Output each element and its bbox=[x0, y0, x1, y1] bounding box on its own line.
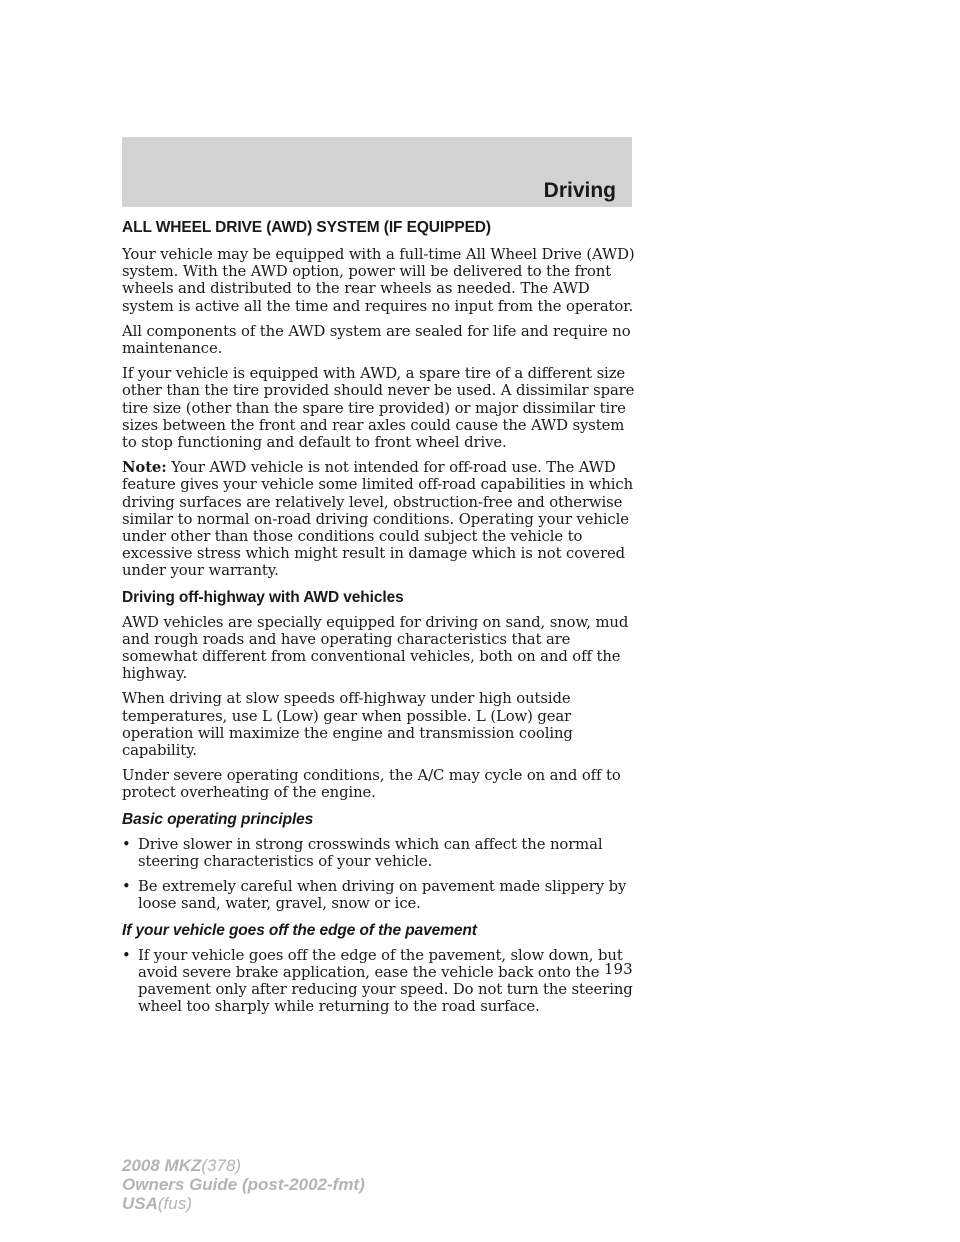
footer-doc-info bbox=[122, 1156, 365, 1213]
bullet-icon: • bbox=[122, 835, 131, 853]
offhighway-heading: Driving off-highway with AWD vehicles bbox=[122, 588, 404, 606]
section-title: ALL WHEEL DRIVE (AWD) SYSTEM (IF EQUIPPED) bbox=[122, 219, 491, 236]
chapter-header-band bbox=[122, 137, 632, 207]
list-item: • Be extremely careful when driving on pavement made slippery by loose sand, water, gravel, snow or ice. bbox=[122, 878, 627, 913]
paragraph-offhighway-1: AWD vehicles are specially equipped for driving on sand, snow, mud and rough roads and have operating characteristics that are somewhat different from conventional vehicles, both on and off the highway. bbox=[122, 613, 629, 683]
paragraph-awd-spare-tire: If your vehicle is equipped with AWD, a spare tire of a different size other than the tire provided should never be used. A dissimilar spare tire size (other than the spare tire provided) or major dissimilar tire sizes between the front and rear axles could cause the AWD system to stop functioning and default to front wheel drive. bbox=[122, 365, 635, 452]
footer-line-model: 2008 MKZ(378) bbox=[122, 1156, 242, 1175]
paragraph-offhighway-2: When driving at slow speeds off-highway under high outside temperatures, use L (Low) gear when possible. L (Low) gear operation will maximize the engine and transmission cooling capability. bbox=[122, 690, 573, 760]
footer-line-guide: Owners Guide (post-2002-fmt) bbox=[122, 1175, 365, 1194]
pavement-list bbox=[122, 947, 637, 1016]
paragraph-awd-intro: Your vehicle may be equipped with a full-time All Wheel Drive (AWD) system. With the AWD option, power will be delivered to the front wheels and distributed to the rear wheels as needed. The AWD system is active all the time and requires no input from the operator. bbox=[122, 246, 635, 315]
basic-principles-list bbox=[122, 836, 637, 913]
paragraph-awd-maintenance: All components of the AWD system are sealed for life and require no maintenance. bbox=[122, 322, 631, 358]
bullet-icon: • bbox=[122, 946, 131, 964]
list-item: • If your vehicle goes off the edge of the pavement, slow down, but avoid severe brake application, ease the vehicle back onto the pavement only after reducing your speed. Do not turn the steering wheel too sharply while returning to the road surface. bbox=[122, 946, 633, 1016]
bullet-icon: • bbox=[122, 878, 131, 896]
paragraph-offhighway-3: Under severe operating conditions, the A/C may cycle on and off to protect overheating of the engine. bbox=[122, 767, 621, 802]
note-text: Your AWD vehicle is not intended for off-road use. The AWD feature gives your vehicle some limited off-road capabilities in which driving surfaces are relatively level, obstruction-free and otherwise similar to normal on-road driving conditions. Operating your vehicle under other than those conditions could subject the vehicle to excessive stress which might result in damage which is not covered under your warranty. bbox=[122, 459, 634, 580]
basic-principles-heading: Basic operating principles bbox=[122, 810, 314, 828]
chapter-title: Driving bbox=[543, 179, 616, 202]
page-number: 193 bbox=[604, 960, 633, 978]
paragraph-note bbox=[122, 459, 637, 579]
note-label: Note: bbox=[122, 459, 167, 477]
footer-line-market: USA(fus) bbox=[122, 1194, 192, 1213]
pavement-heading: If your vehicle goes off the edge of the pavement bbox=[122, 921, 477, 939]
list-item: • Drive slower in strong crosswinds which can affect the normal steering characteristics of your vehicle. bbox=[122, 835, 603, 870]
page-content bbox=[122, 218, 637, 1023]
